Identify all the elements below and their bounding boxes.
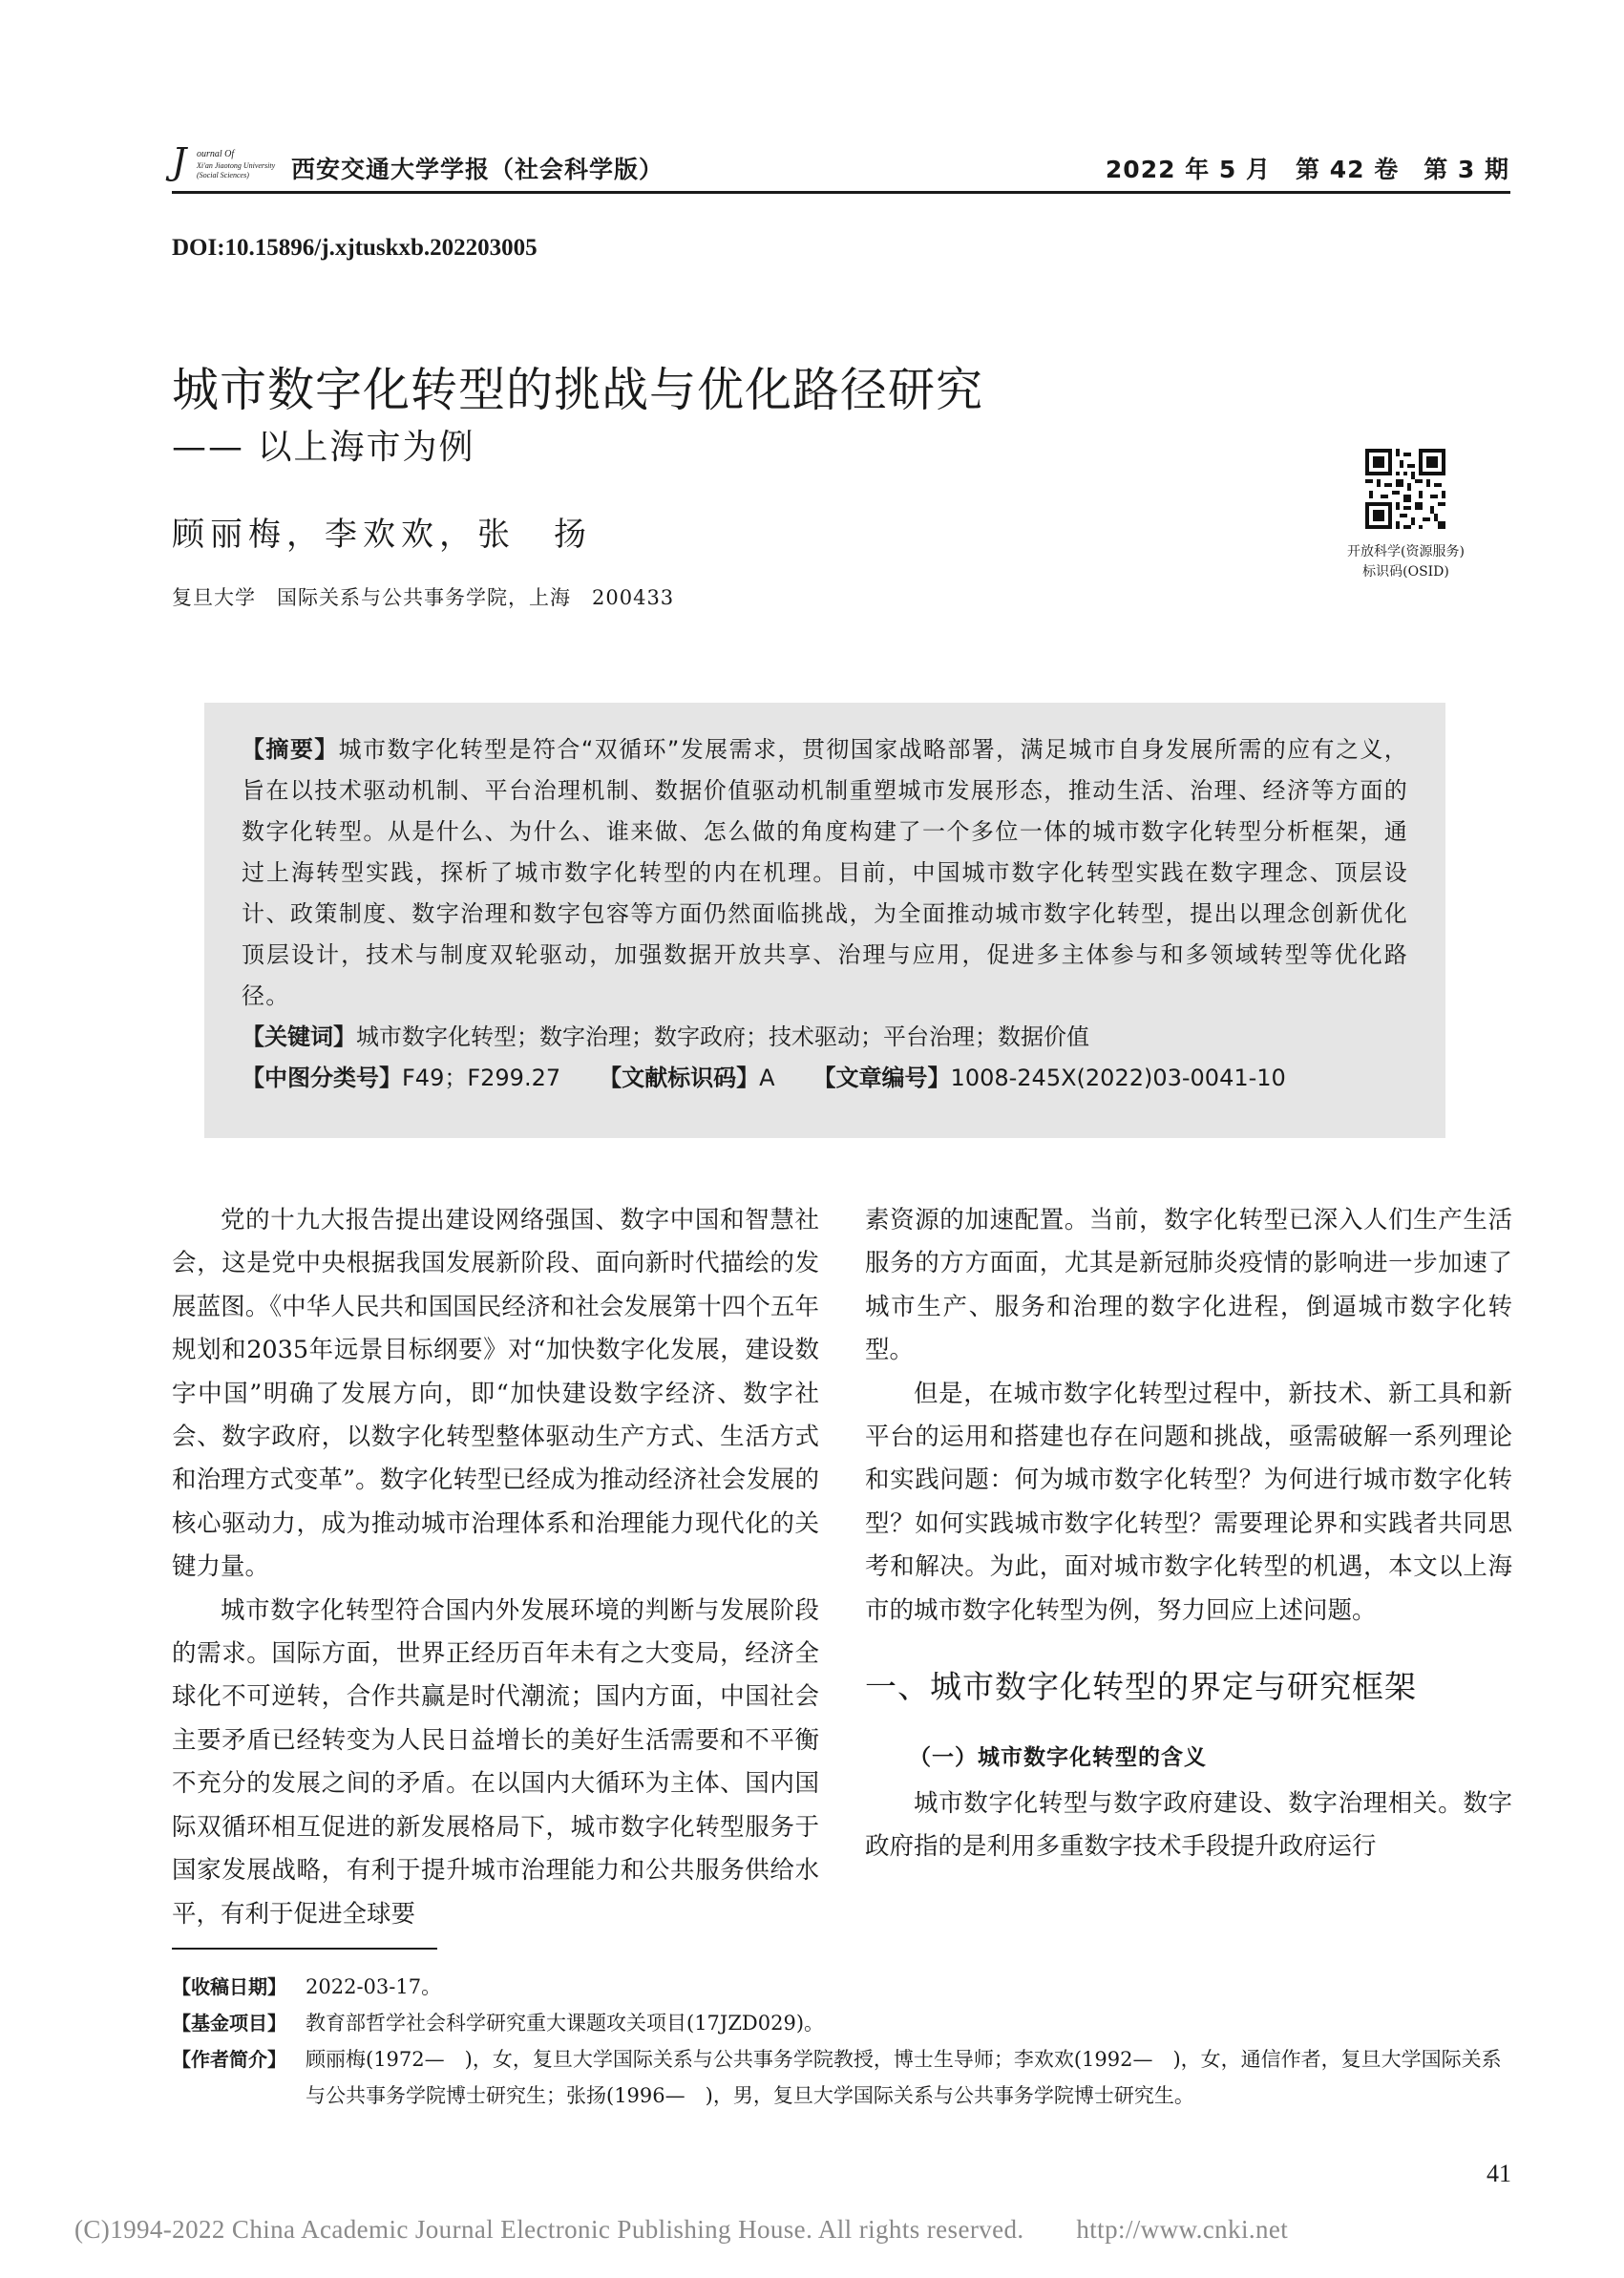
keywords-label: 【关键词】	[242, 1023, 356, 1050]
osid-caption-line-2: 标识码(OSID)	[1362, 564, 1449, 580]
doc-code-value: A	[759, 1065, 775, 1091]
classification-line	[242, 1058, 1408, 1099]
logo-line-1: ournal Of	[197, 149, 235, 159]
abstract	[242, 729, 1408, 1017]
body-paragraph: 城市数字化转型与数字政府建设、数字治理相关。数字政府指的是利用多重数字技术手段提升政府运行	[865, 1788, 1512, 1862]
abstract-box	[204, 703, 1445, 1138]
footnote-label: 【基金项目】	[172, 2012, 286, 2035]
body-paragraph: 城市数字化转型符合国内外发展环境的判断与发展阶段的需求。国际方面，世界正经历百年未有之大变局，经济全球化不可逆转，合作共赢是时代潮流；国内方面，中国社会主要矛盾已经转变为人民日益增长的美好生活需要和不平衡不充分的发展之间的矛盾。在以国内大循环为主体、国内国际双循环相互促进的新发展格局下，城市数字化转型服务于国家发展战略，有利于提升城市治理能力和公共服务供给水平，有利于促进全球要	[172, 1595, 819, 1929]
paper-subtitle: —— 以上海市为例	[172, 428, 475, 467]
footnote-authors	[172, 2041, 1512, 2114]
logo-line-3: (Social Sciences)	[197, 171, 249, 179]
article-no-value: 1008-245X(2022)03-0041-10	[950, 1065, 1286, 1091]
affiliation: 复旦大学 国际关系与公共事务学院，上海 200433	[172, 586, 675, 609]
issue-info: 2022 年 5 月 第 42 卷 第 3 期	[1105, 156, 1509, 183]
copyright-watermark: (C)1994-2022 China Academic Journal Electronic Publishing House. All rights reserved. http://www.cnki.net	[74, 2215, 1289, 2244]
osid-caption	[1322, 542, 1489, 582]
qr-code-icon[interactable]	[1365, 449, 1445, 529]
footnote-text: 顾丽梅(1972— )，女，复旦大学国际关系与公共事务学院教授，博士生导师；李欢欢(1992— )，女，通信作者，复旦大学国际关系与公共事务学院博士研究生；张扬(1996— )，男，复旦大学国际关系与公共事务学院博士研究生。	[306, 2048, 1502, 2107]
footnote-label: 【作者简介】	[172, 2048, 286, 2071]
footnote-rule	[172, 1948, 437, 1950]
doi[interactable]: DOI:10.15896/j.xjtuskxb.202203005	[172, 235, 538, 261]
abstract-label: 【摘要】	[242, 736, 339, 763]
keywords	[242, 1017, 1408, 1058]
osid-caption-line-1: 开放科学(资源服务)	[1347, 544, 1465, 559]
journal-logo	[172, 140, 286, 189]
paper-title: 城市数字化转型的挑战与优化路径研究	[172, 363, 984, 417]
footnotes	[172, 1969, 1512, 2114]
logo-line-2: Xi'an Jiaotong University	[197, 161, 276, 170]
body-column-left	[172, 1199, 819, 1936]
section-heading: 一、城市数字化转型的界定与研究框架	[865, 1668, 1417, 1706]
header-rule	[172, 191, 1510, 194]
journal-name: 西安交通大学学报（社会科学版）	[291, 156, 664, 183]
body-paragraph: 但是，在城市数字化转型过程中，新技术、新工具和新平台的运用和搭建也存在问题和挑战，亟需破解一系列理论和实践问题：何为城市数字化转型？为何进行城市数字化转型？如何实践城市数字化转型？需要理论界和实践者共同思考和解决。为此，面对城市数字化转型的机遇，本文以上海市的城市数字化转型为例，努力回应上述问题。	[865, 1379, 1512, 1625]
clc-value: F49；F299.27	[402, 1065, 561, 1091]
footnote-received	[172, 1969, 1512, 2005]
subsection-heading: （一）城市数字化转型的含义	[909, 1745, 1207, 1771]
footnote-text: 2022-03-17。	[306, 1975, 442, 1998]
footnote-label: 【收稿日期】	[172, 1975, 286, 1998]
authors: 顾丽梅，李欢欢，张 扬	[172, 516, 592, 554]
body-column-right	[865, 1199, 1512, 1869]
logo-letter: J	[172, 140, 187, 182]
article-no-label: 【文章编号】	[812, 1065, 951, 1091]
clc-label: 【中图分类号】	[242, 1065, 402, 1091]
body-paragraph: 党的十九大报告提出建设网络强国、数字中国和智慧社会，这是党中央根据我国发展新阶段、面向新时代描绘的发展蓝图。《中华人民共和国国民经济和社会发展第十四个五年规划和2035年远景目标纲要》对“加快数字化发展，建设数字中国”明确了发展方向，即“加快建设数字经济、数字社会、数字政府，以数字化转型整体驱动生产方式、生活方式和治理方式变革”。数字化转型已经成为推动经济社会发展的核心驱动力，成为推动城市治理体系和治理能力现代化的关键力量。	[172, 1206, 819, 1582]
footnote-text: 教育部哲学社会科学研究重大课题攻关项目(17JZD029)。	[306, 2012, 825, 2035]
abstract-text: 城市数字化转型是符合“双循环”发展需求，贯彻国家战略部署，满足城市自身发展所需的应有之义，旨在以技术驱动机制、平台治理机制、数据价值驱动机制重塑城市发展形态，推动生活、治理、经济等方面的数字化转型。从是什么、为什么、谁来做、怎么做的角度构建了一个多位一体的城市数字化转型分析框架，通过上海转型实践，探析了城市数字化转型的内在机理。目前，中国城市数字化转型实践在数字理念、顶层设计、政策制度、数字治理和数字包容等方面仍然面临挑战，为全面推动城市数字化转型，提出以理念创新优化顶层设计，技术与制度双轮驱动，加强数据开放共享、治理与应用，促进多主体参与和多领域转型等优化路径。	[242, 736, 1408, 1009]
footnote-funding	[172, 2005, 1512, 2041]
page-number: 41	[1487, 2160, 1511, 2187]
keywords-text: 城市数字化转型；数字治理；数字政府；技术驱动；平台治理；数据价值	[356, 1023, 1089, 1050]
body-paragraph: 素资源的加速配置。当前，数字化转型已深入人们生产生活服务的方方面面，尤其是新冠肺炎疫情的影响进一步加速了城市生产、服务和治理的数字化进程，倒逼城市数字化转型。	[865, 1206, 1512, 1365]
doc-code-label: 【文献标识码】	[599, 1065, 760, 1091]
